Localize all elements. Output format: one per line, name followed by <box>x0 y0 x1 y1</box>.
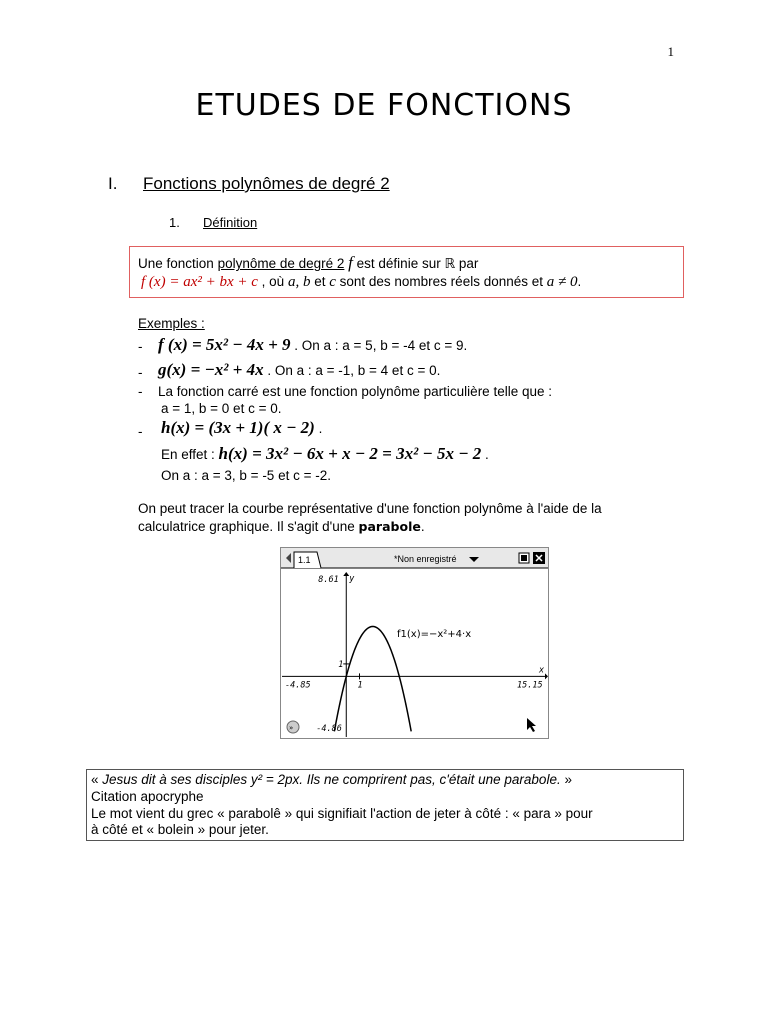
definition-text: et <box>310 274 330 289</box>
real-numbers-symbol: ℝ <box>444 256 456 271</box>
section-title: Fonctions polynômes de degré 2 <box>143 174 390 193</box>
quote-text: Jesus dit à ses disciples y² = 2px. Ils ne comprirent pas, c'était une parabole. <box>102 772 561 787</box>
x-axis-arrow <box>545 673 548 679</box>
definition-box <box>129 246 684 298</box>
quote-line-3: Le mot vient du grec « parabolê » qui signifiait l'action de jeter à côté : « para » pour <box>91 806 593 821</box>
curve-point-3 <box>359 638 360 639</box>
quote-mark: » <box>560 772 572 787</box>
paragraph-text: calculatrice graphique. Il s'agit d'une <box>138 519 359 534</box>
quote-line-4: à côté et « bolein » pour jeter. <box>91 822 269 837</box>
examples-label: Exemples : <box>138 316 205 331</box>
quote-box <box>86 769 684 841</box>
example-2-formula: g(x) = −x² + 4x <box>158 360 264 379</box>
example-1-formula: f (x) = 5x² − 4x + 9 <box>158 335 291 354</box>
menu-icon-glyph: » <box>289 724 294 732</box>
definition-text: par <box>455 256 479 271</box>
curve-point-6 <box>379 629 380 630</box>
example-1-text: . On a : a = 5, b = -4 et c = 9. <box>290 338 468 353</box>
curve-point-0 <box>339 704 340 705</box>
page-number: 1 <box>667 44 674 59</box>
definition-term: polynôme de degré 2 <box>217 256 345 271</box>
bullet-dash: - <box>138 424 143 439</box>
definition-text: sont des nombres réels donnés et <box>335 274 547 289</box>
bullet-dash: - <box>138 365 143 380</box>
x-min-label: -4.85 <box>285 680 311 691</box>
battery-icon-fill <box>521 555 527 561</box>
bullet-dash: - <box>138 339 143 354</box>
example-3-line-2: a = 1, b = 0 et c = 0. <box>161 401 282 416</box>
example-4-line-2 <box>161 444 489 464</box>
example-1 <box>158 335 467 355</box>
function-label: f1(x)=−x²+4·x <box>397 629 472 640</box>
x-axis-label: x <box>539 665 545 676</box>
cursor-icon <box>527 718 536 732</box>
example-2-text: . On a : a = -1, b = 4 et c = 0. <box>263 363 441 378</box>
example-4-text: En effet : <box>161 447 219 462</box>
example-4-text: . <box>314 421 323 436</box>
example-4-line-1 <box>161 418 322 438</box>
document-name: *Non enregistré <box>394 554 457 564</box>
calculator-screen <box>280 547 549 739</box>
quote-attribution: Citation apocryphe <box>91 789 204 804</box>
page-title: ETUDES DE FONCTIONS <box>195 88 573 123</box>
variable-c: c <box>329 274 336 290</box>
x-tick-label: 1 <box>357 680 363 691</box>
curve-point-4 <box>366 629 367 630</box>
definition-text: Une fonction <box>138 256 218 271</box>
condition: a ≠ 0 <box>546 274 578 290</box>
y-axis-label: y <box>349 574 355 584</box>
curve-point-10 <box>405 704 406 705</box>
keyword-parabole: parabole <box>358 519 421 534</box>
curve-point-5 <box>372 626 373 627</box>
function-symbol: f <box>348 253 353 272</box>
calculator-graph <box>281 548 548 738</box>
bullet-dash: - <box>138 384 143 399</box>
section-number: I. <box>108 174 118 193</box>
paragraph-text: . <box>420 519 425 534</box>
curve-point-1 <box>346 676 347 677</box>
example-4-text: . <box>481 447 489 462</box>
curve-point-8 <box>392 654 393 655</box>
example-4-expansion: h(x) = 3x² − 6x + x − 2 = 3x² − 5x − 2 <box>218 444 482 463</box>
example-3-line-1: La fonction carré est une fonction polynôme particulière telle que : <box>158 384 552 399</box>
definition-text: , où <box>257 274 288 289</box>
example-4-line-3: On a : a = 3, b = -5 et c = -2. <box>161 468 331 483</box>
subsection-number: 1. <box>169 215 180 230</box>
definition-formula: f (x) = ax² + bx + c <box>141 274 258 290</box>
quote-line-1 <box>91 772 572 787</box>
quote-mark: « <box>91 772 103 787</box>
paragraph-line-1: On peut tracer la courbe représentative d'une fonction polynôme à l'aide de la <box>138 501 602 516</box>
x-max-label: 15.15 <box>517 680 543 691</box>
curve-point-2 <box>352 654 353 655</box>
subsection-title: Définition <box>203 215 258 230</box>
definition-text: est définie sur <box>352 256 445 271</box>
y-min-label: -4.86 <box>316 724 342 734</box>
y-tick-label: 1 <box>338 659 344 670</box>
example-2 <box>158 360 440 380</box>
definition-line-1 <box>138 253 478 273</box>
curve-point-7 <box>385 638 386 639</box>
tab-label: 1.1 <box>298 555 311 565</box>
paragraph-line-2 <box>138 519 425 534</box>
definition-text: . <box>577 274 582 289</box>
y-max-label: 8.61 <box>318 575 339 585</box>
curve-point-9 <box>399 676 400 677</box>
definition-line-2 <box>141 274 581 291</box>
variables: a, b <box>287 274 311 290</box>
example-4-formula: h(x) = (3x + 1)( x − 2) <box>161 418 315 437</box>
